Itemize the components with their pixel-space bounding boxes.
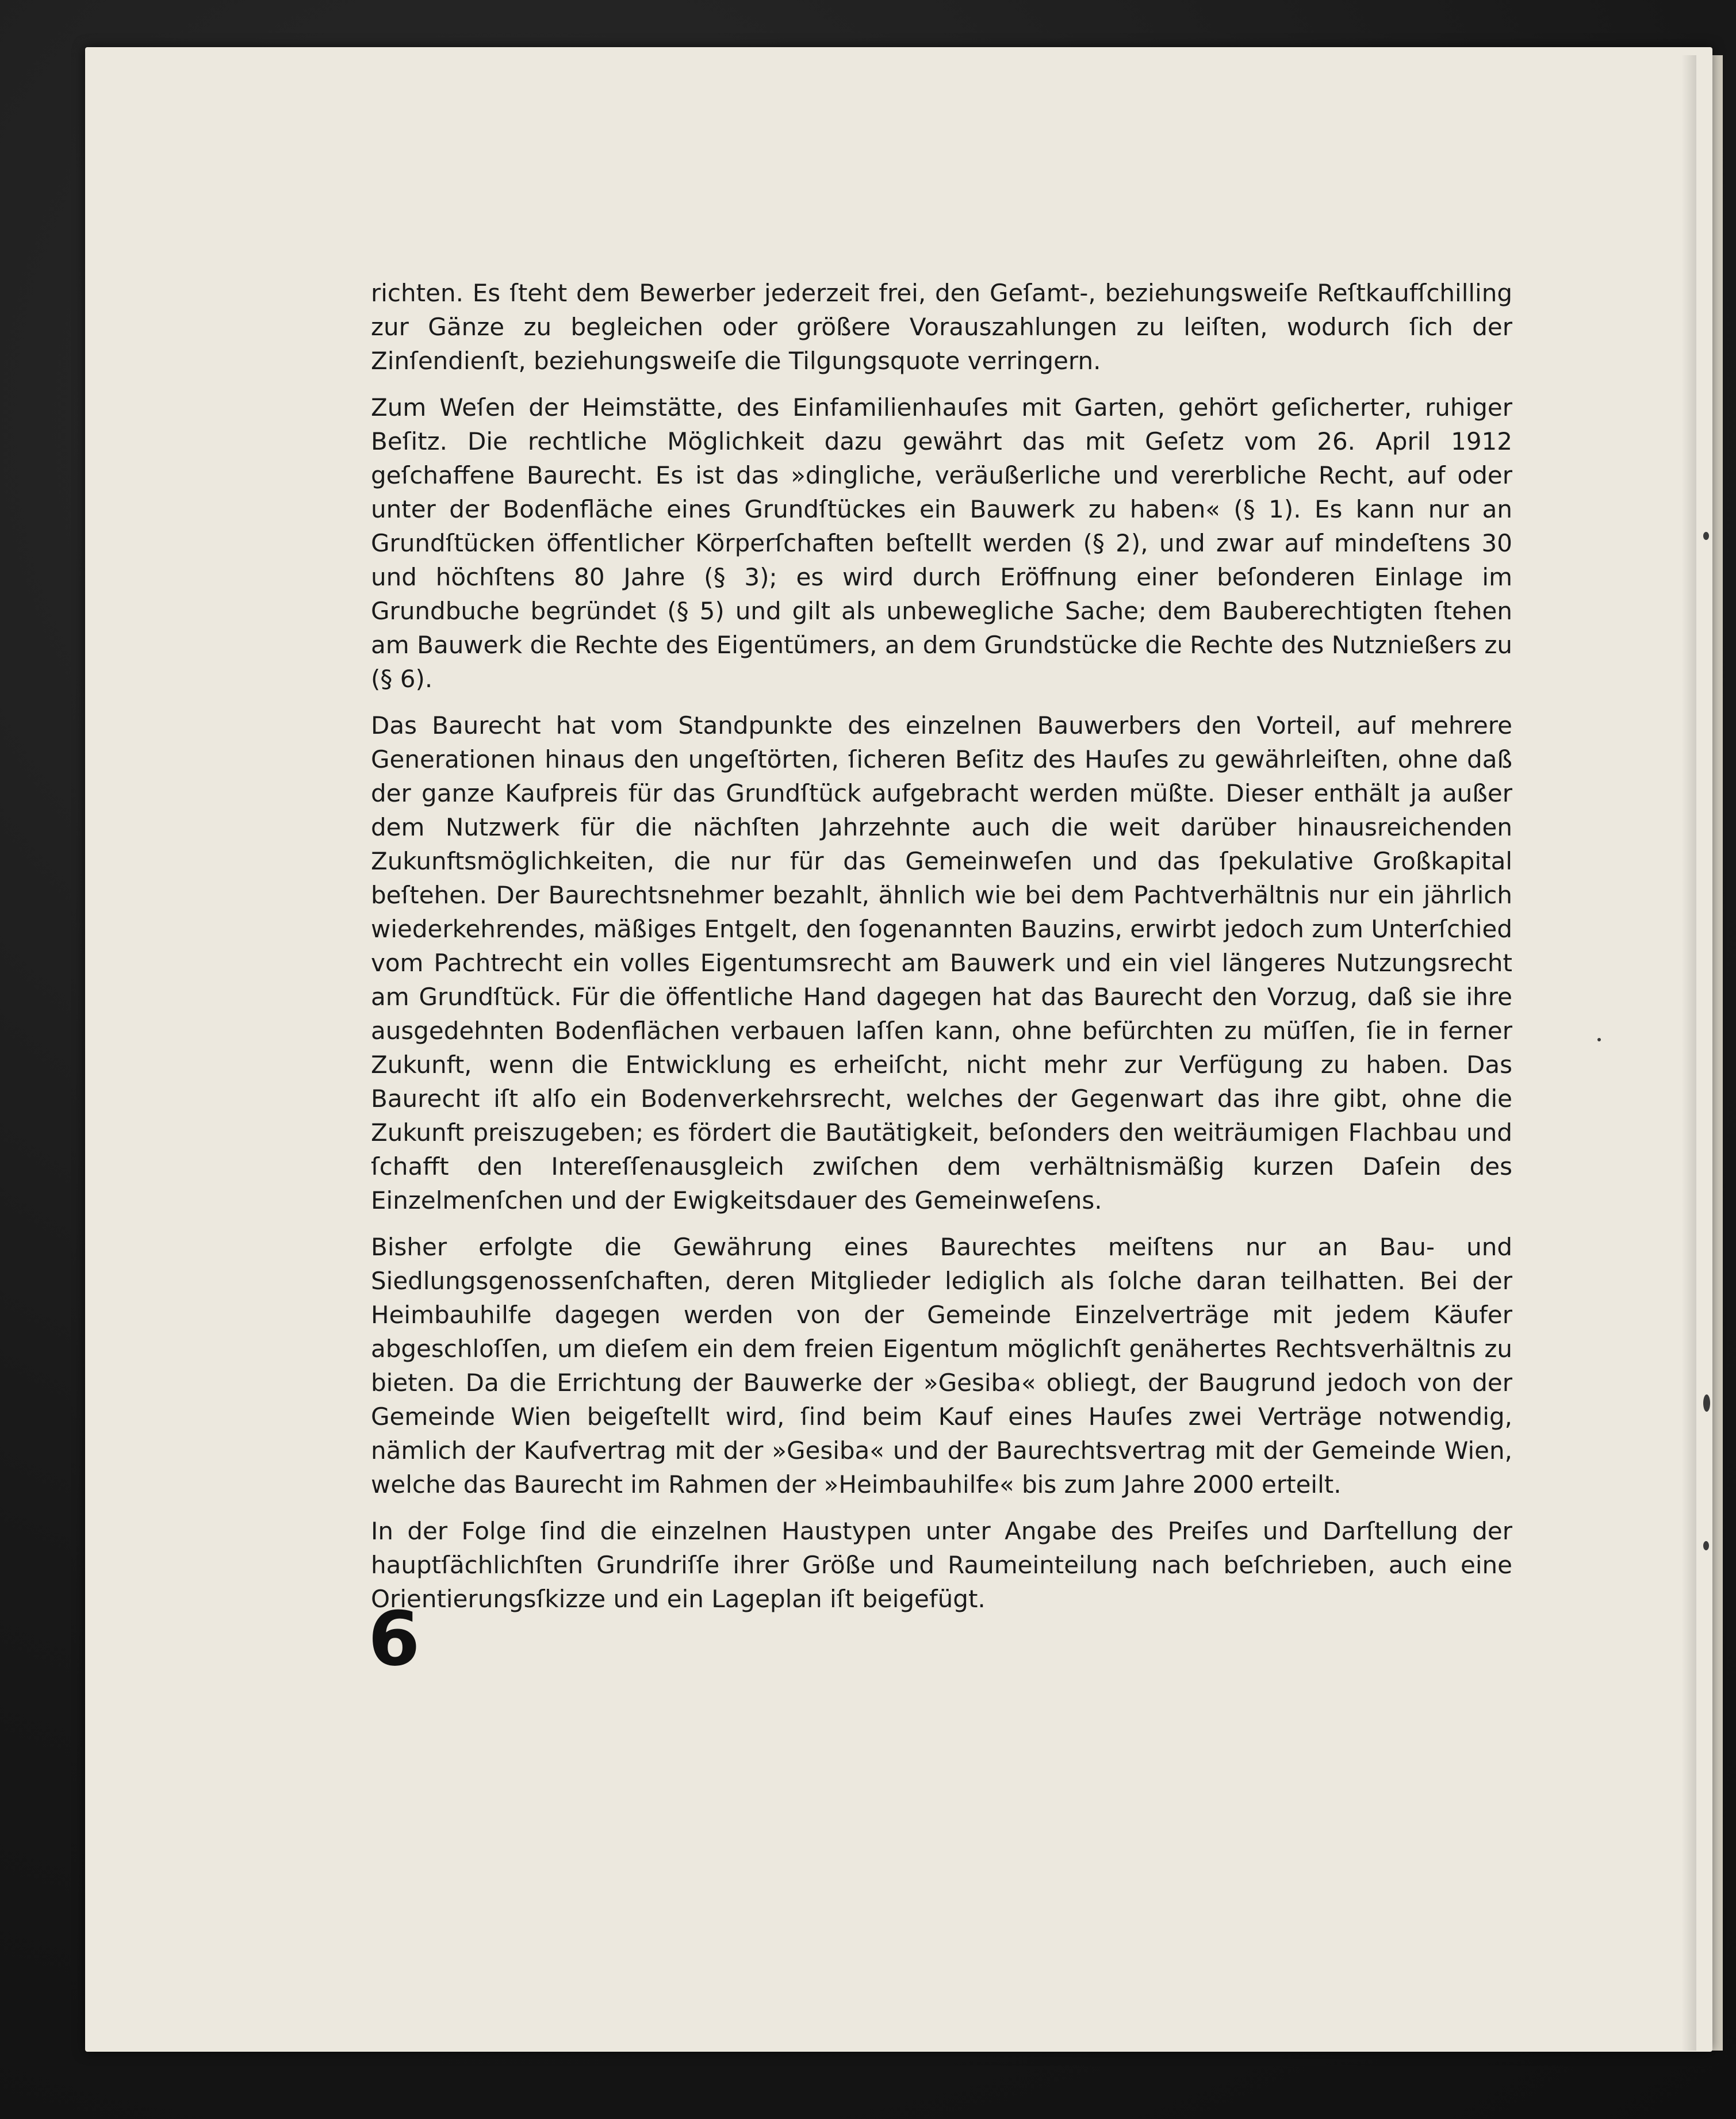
paper-speck	[1703, 1541, 1709, 1550]
page-shadow	[1681, 55, 1696, 2051]
paper-speck	[1703, 532, 1709, 540]
page-number: 6	[368, 1595, 420, 1683]
paper-speck	[1703, 1394, 1710, 1412]
paragraph-3: Das Baurecht hat vom Standpunkte des einzelnen Bauwerbers den Vorteil, auf mehrere Generationen hinaus den ungeſtörten, ſicheren Beſitz des Hauſes zu gewährleiſten, ohne daß der ganze Kaufpreis für das Grundſtück aufgebracht werden müßte. Dieser enthält ja außer dem Nutzwerk für die nächſten Jahrzehnte auch die weit darüber hinausreichenden Zukunftsmöglichkeiten, die nur für das Gemeinweſen und das ſpekulative Großkapital beſtehen. Der Baurechtsnehmer bezahlt, ähnlich wie bei dem Pachtverhältnis nur ein jährlich wiederkehrendes, mäßiges Entgelt, den ſogenannten Bauzins, erwirbt jedoch zum Unterſchied vom Pachtrecht ein volles Eigentumsrecht am Bauwerk und ein viel längeres Nutzungsrecht am Grundſtück. Für die öffentliche Hand dagegen hat das Baurecht den Vorzug, daß sie ihre ausgedehnten Bodenflächen verbauen laſſen kann, ohne befürchten zu müſſen, ſie in ferner Zukunft, wenn die Entwicklung es erheiſcht, nicht mehr zur Verfügung zu haben. Das Baurecht iſt alſo ein Bodenverkehrsrecht, welches der Gegenwart das ihre gibt, ohne die Zukunft preiszugeben; es fördert die Bautätigkeit, beſonders den weiträumigen Flachbau und ſchafft den Intereſſenausgleich zwiſchen dem verhältnismäßig kurzen Daſein des Einzelmenſchen und der Ewigkeitsdauer des Gemeinweſens.	[371, 711, 1512, 1214]
paragraph-4: Bisher erfolgte die Gewährung eines Baurechtes meiſtens nur an Bau- und Siedlungsgenossenſchaften, deren Mitglieder lediglich als ſolche daran teilhatten. Bei der Heimbauhilfe dagegen werden von der Gemeinde Einzelverträge mit jedem Käufer abgeschloſſen, um dieſem ein dem freien Eigentum möglichſt genähertes Rechtsverhältnis zu bieten. Da die Errichtung der Bauwerke der »Gesiba« obliegt, der Baugrund jedoch von der Gemeinde Wien beigeſtellt wird, ſind beim Kauf eines Hauſes zwei Verträge notwendig, nämlich der Kaufvertrag mit der »Gesiba« und der Baurechtsvertrag mit der Gemeinde Wien, welche das Baurecht im Rahmen der »Heimbauhilfe« bis zum Jahre 2000 erteilt.	[371, 1233, 1512, 1499]
body-text	[371, 276, 1512, 1628]
paragraph-1: richten. Es ſteht dem Bewerber jederzeit frei, den Geſamt-, beziehungsweiſe Reſtkaufſchilling zur Gänze zu begleichen oder größere Vorauszahlungen zu leiſten, wodurch ſich der Zinſendienſt, beziehungsweiſe die Tilgungsquote verringern.	[371, 279, 1512, 375]
paragraph-5: In der Folge ſind die einzelnen Haustypen unter Angabe des Preiſes und Darſtellung der hauptſächlichſten Grundriſſe ihrer Größe und Raumeinteilung nach beſchrieben, auch eine Orientierungsſkizze und ein Lageplan iſt beigefügt.	[371, 1517, 1512, 1613]
paper-speck	[1597, 1038, 1601, 1041]
paragraph-2: Zum Weſen der Heimstätte, des Einfamilienhauſes mit Garten, gehört geſicherter, ruhiger Beſitz. Die rechtliche Möglichkeit dazu gewährt das mit Geſetz vom 26. April 1912 geſchaffene Baurecht. Es ist das »dingliche, veräußerliche und vererbliche Recht, auf oder unter der Bodenfläche eines Grundſtückes ein Bauwerk zu haben« (§ 1). Es kann nur an Grundſtücken öffentlicher Körperſchaften beſtellt werden (§ 2), und zwar auf mindeſtens 30 und höchſtens 80 Jahre (§ 3); es wird durch Eröffnung einer beſonderen Einlage im Grundbuche begründet (§ 5) und gilt als unbewegliche Sache; dem Bauberechtigten ſtehen am Bauwerk die Rechte des Eigentümers, an dem Grundstücke die Rechte des Nutznießers zu (§ 6).	[371, 393, 1512, 693]
